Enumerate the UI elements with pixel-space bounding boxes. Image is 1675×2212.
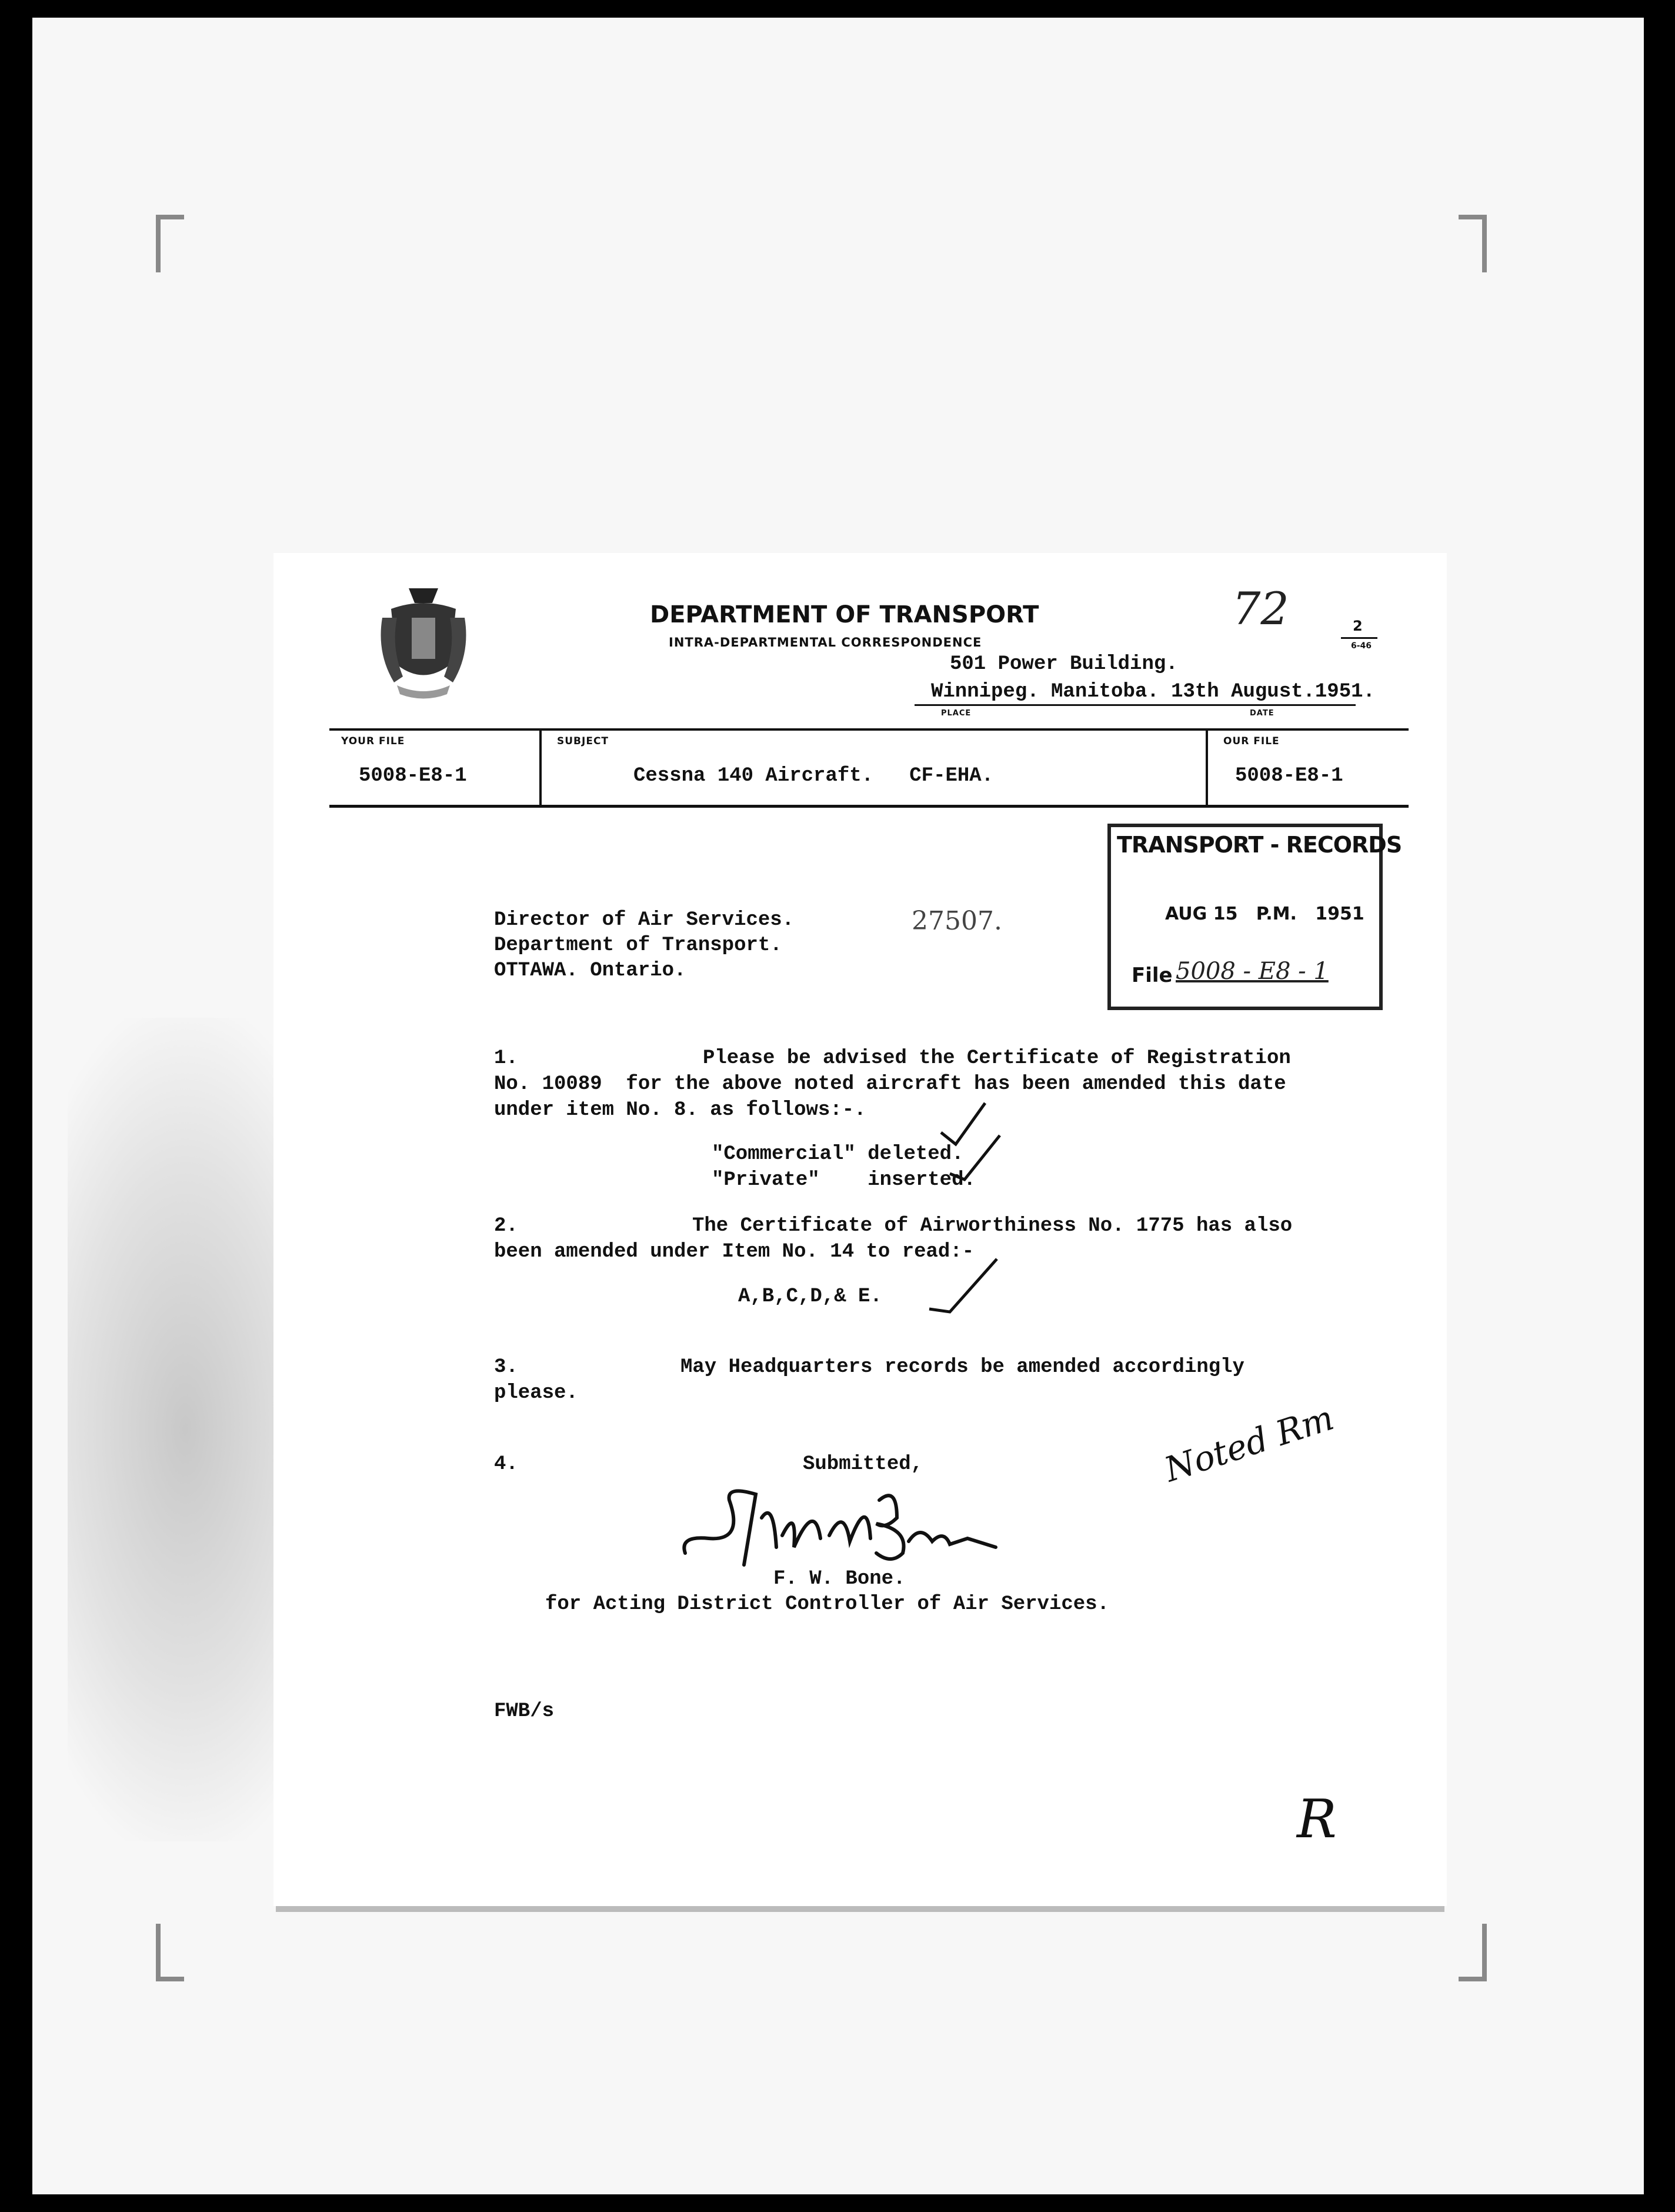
amendment-private: "Private" inserted. xyxy=(712,1169,976,1191)
crop-mark-bottom-right xyxy=(1459,1924,1487,1981)
paragraph-1-line-1: Please be advised the Certificate of Registration xyxy=(703,1047,1291,1070)
paragraph-1-number: 1. xyxy=(494,1047,518,1070)
paragraph-3-number: 3. xyxy=(494,1356,518,1378)
address-line-2: Winnipeg. Manitoba. 13th August.1951. xyxy=(931,681,1375,703)
paragraph-2-number: 2. xyxy=(494,1215,518,1237)
amendment-categories: A,B,C,D,& E. xyxy=(738,1285,882,1308)
file-row-top-rule xyxy=(329,728,1409,731)
records-stamp xyxy=(1107,824,1402,1010)
your-file-label: YOUR FILE xyxy=(341,735,405,747)
file-row-divider-1 xyxy=(539,728,542,808)
address-line-1: 501 Power Building. xyxy=(950,653,1178,675)
handwritten-signature xyxy=(673,1483,1003,1577)
paragraph-2-line-1: The Certificate of Airworthiness No. 1775 has also xyxy=(692,1215,1293,1237)
form-number: 2 xyxy=(1353,618,1363,634)
handwritten-number: 72 xyxy=(1232,582,1289,635)
addressee-line-1: Director of Air Services. xyxy=(494,909,795,931)
paragraph-2-line-2: been amended under Item No. 14 to read:- xyxy=(494,1241,975,1263)
coat-of-arms-icon xyxy=(373,582,473,700)
subject-label: SUBJECT xyxy=(557,735,609,747)
file-row-bottom-rule xyxy=(329,805,1409,808)
paragraph-3-line-1: May Headquarters records be amended accordingly xyxy=(680,1356,1244,1378)
paragraph-3-line-2: please. xyxy=(494,1382,578,1404)
crop-mark-bottom-left xyxy=(156,1924,184,1981)
form-number-rule xyxy=(1341,637,1377,639)
form-date: 6-46 xyxy=(1351,641,1372,651)
handwritten-mark: R xyxy=(1297,1788,1337,1850)
place-label: PLACE xyxy=(941,709,972,718)
check-mark-icon xyxy=(938,1100,1015,1182)
addressee-line-2: Department of Transport. xyxy=(494,934,782,957)
addressee-line-3: OTTAWA. Ontario. xyxy=(494,960,686,982)
paragraph-1-line-2: No. 10089 for the above noted aircraft has been amended this date xyxy=(494,1073,1286,1095)
our-file-label: OUR FILE xyxy=(1223,735,1280,747)
records-stamp-file-label: File xyxy=(1132,964,1173,987)
check-mark-icon xyxy=(926,1253,1009,1318)
typist-initials: FWB/s xyxy=(494,1700,555,1723)
department-subtitle: INTRA-DEPARTMENTAL CORRESPONDENCE xyxy=(669,635,982,649)
file-row-divider-2 xyxy=(1206,728,1208,808)
subject-value: Cessna 140 Aircraft. CF-EHA. xyxy=(633,765,994,787)
paragraph-4-number: 4. xyxy=(494,1453,518,1475)
submitted-line: Submitted, xyxy=(803,1453,923,1475)
records-stamp-date: AUG 15 P.M. 1951 xyxy=(1165,904,1364,924)
crop-mark-top-left xyxy=(156,215,184,272)
records-stamp-file-number: 5008 - E8 - 1 xyxy=(1176,958,1329,985)
received-number-stamp: 27507. xyxy=(912,906,1002,936)
department-title: DEPARTMENT OF TRANSPORT xyxy=(650,601,1039,628)
our-file-value: 5008-E8-1 xyxy=(1235,765,1343,787)
your-file-value: 5008-E8-1 xyxy=(359,765,467,787)
records-stamp-title: TRANSPORT - RECORDS xyxy=(1117,832,1402,858)
signer-title: for Acting District Controller of Air Services. xyxy=(545,1593,1109,1615)
handwritten-note: Noted Rm xyxy=(1159,1397,1339,1490)
signer-typed-name: F. W. Bone. xyxy=(773,1568,906,1590)
place-date-rule xyxy=(915,704,1356,706)
crop-mark-top-right xyxy=(1459,215,1487,272)
letter-page xyxy=(273,553,1447,1906)
amendment-commercial: "Commercial" deleted. xyxy=(712,1143,964,1165)
paragraph-1-line-3: under item No. 8. as follows:-. xyxy=(494,1099,866,1121)
date-label: DATE xyxy=(1250,709,1274,718)
